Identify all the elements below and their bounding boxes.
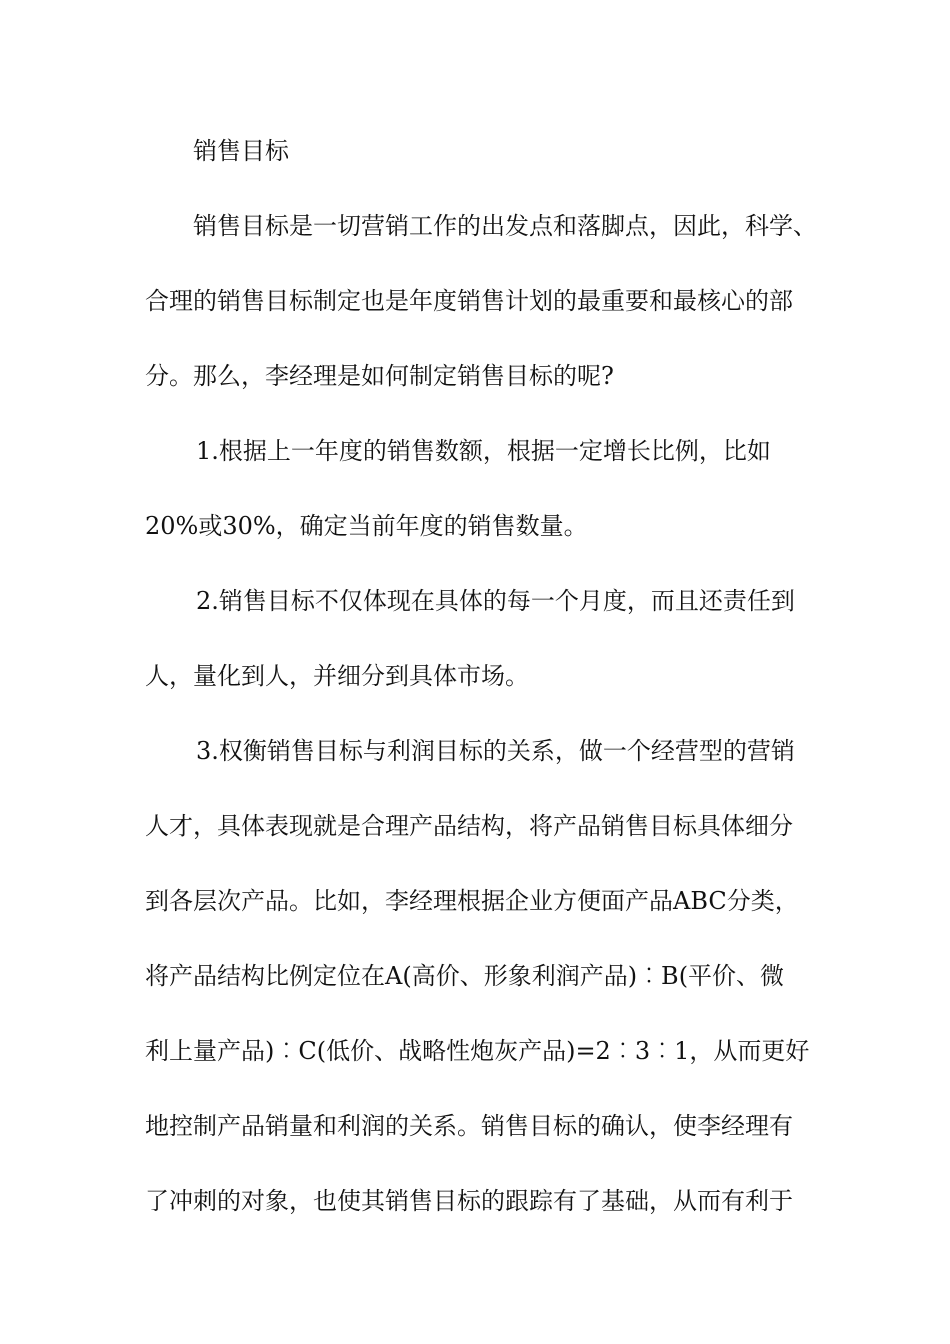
list-item-line: 将产品结构比例定位在A(高价、形象利润产品)︰B(平价、微 [145,962,785,990]
list-item-line: 人，量化到人，并细分到具体市场。 [145,662,529,690]
section-title: 销售目标 [193,137,289,165]
list-item-line: 利上量产品)︰C(低价、战略性炮灰产品)=2︰3︰1，从而更好 [145,1037,810,1065]
list-item-line: 人才，具体表现就是合理产品结构，将产品销售目标具体细分 [145,812,793,840]
list-item-line: 了冲刺的对象，也使其销售目标的跟踪有了基础，从而有利于 [145,1187,793,1215]
list-item-line: 2.销售目标不仅体现在具体的每一个月度，而且还责任到 [196,587,795,615]
list-item-line: 地控制产品销量和利润的关系。销售目标的确认，使李经理有 [145,1112,793,1140]
list-item-line: 到各层次产品。比如，李经理根据企业方便面产品ABC分类， [145,887,799,915]
list-item-line: 1.根据上一年度的销售数额，根据一定增长比例，比如 [196,437,771,465]
paragraph-line: 分。那么，李经理是如何制定销售目标的呢? [145,362,614,390]
list-item-line: 20%或30%，确定当前年度的销售数量。 [145,512,588,540]
list-item-line: 3.权衡销售目标与利润目标的关系，做一个经营型的营销 [196,737,795,765]
paragraph-line: 销售目标是一切营销工作的出发点和落脚点，因此，科学、 [193,212,817,240]
paragraph-line: 合理的销售目标制定也是年度销售计划的最重要和最核心的部 [145,287,793,315]
